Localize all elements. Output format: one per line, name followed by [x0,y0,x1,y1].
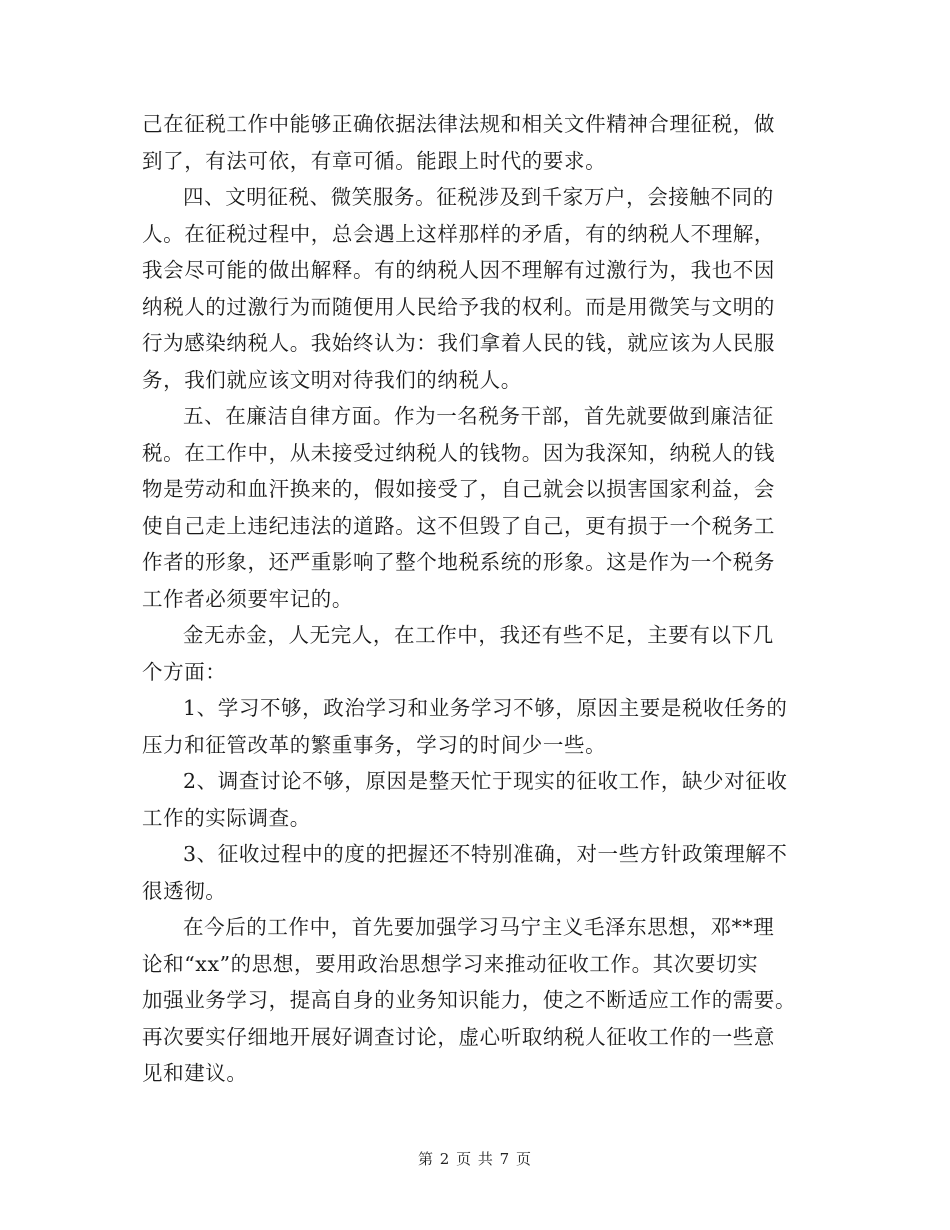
text-line: 作者的形象，还严重影响了整个地税系统的形象。这是作为一个税务 [142,550,775,574]
text-line: 五、在廉洁自律方面。作为一名税务干部，首先就要做到廉洁征 [183,404,774,428]
text-line: 使自己走上违纪违法的道路。这不但毁了自己，更有损于一个税务工 [142,513,775,538]
text-line: 行为感染纳税人。我始终认为：我们拿着人民的钱，就应该为人民服 [142,331,775,355]
text-line: 物是劳动和血汗换来的，假如接受了，自己就会以损害国家利益，会 [142,477,775,501]
document-body [142,106,814,1092]
page-number-footer: 第 2 页 共 7 页 [418,1150,532,1168]
text-line: 见和建议。 [142,1061,248,1085]
text-line: 工作的实际调查。 [142,805,311,830]
text-line: 2、调查讨论不够，原因是整天忙于现实的征收工作，缺少对征收 [183,769,788,793]
paragraph [142,617,814,690]
text-line: 压力和征管改革的繁重事务，学习的时间少一些。 [142,732,607,757]
text-line: 个方面： [142,659,227,684]
text-line: 纳税人的过激行为而随便用人民给予我的权利。而是用微笑与文明的 [142,294,775,319]
paragraph [142,398,814,617]
text-line: 务，我们就应该文明对待我们的纳税人。 [142,367,522,392]
text-line: 再次要实仔细地开展好调查讨论，虚心听取纳税人征收工作的一些意 [142,1024,775,1049]
text-line: 加强业务学习，提高自身的业务知识能力，使之不断适应工作的需要。 [142,988,797,1012]
text-line: 到了，有法可依，有章可循。能跟上时代的要求。 [142,148,607,173]
text-line: 己在征税工作中能够正确依据法律法规和相关文件精神合理征税，做 [142,112,775,136]
paragraph [142,763,814,836]
text-line: 人。在征税过程中，总会遇上这样那样的矛盾，有的纳税人不理解， [142,221,775,246]
text-line: 四、文明征税、微笑服务。征税涉及到千家万户，会接触不同的 [183,185,774,209]
text-line: 在今后的工作中，首先要加强学习马宁主义毛泽东思想，邓**理 [183,915,775,939]
text-line: 工作者必须要牢记的。 [142,586,353,611]
text-line: 3、征收过程中的度的把握还不特别准确，对一些方针政策理解不 [183,842,788,866]
text-line: 1、学习不够，政治学习和业务学习不够，原因主要是税收任务的 [183,696,788,720]
text-line: 税。在工作中，从未接受过纳税人的钱物。因为我深知，纳税人的钱 [142,440,775,465]
text-line: 金无赤金，人无完人，在工作中，我还有些不足，主要有以下几 [183,623,774,647]
paragraph [142,106,814,179]
paragraph [142,836,814,909]
paragraph [142,690,814,763]
paragraph [142,909,814,1092]
text-line: 我会尽可能的做出解释。有的纳税人因不理解有过激行为，我也不因 [142,258,775,282]
text-line: 很透彻。 [142,878,227,903]
paragraph [142,179,814,398]
text-line: 论和“xx”的思想，要用政治思想学习来推动征收工作。其次要切实 [142,951,759,976]
